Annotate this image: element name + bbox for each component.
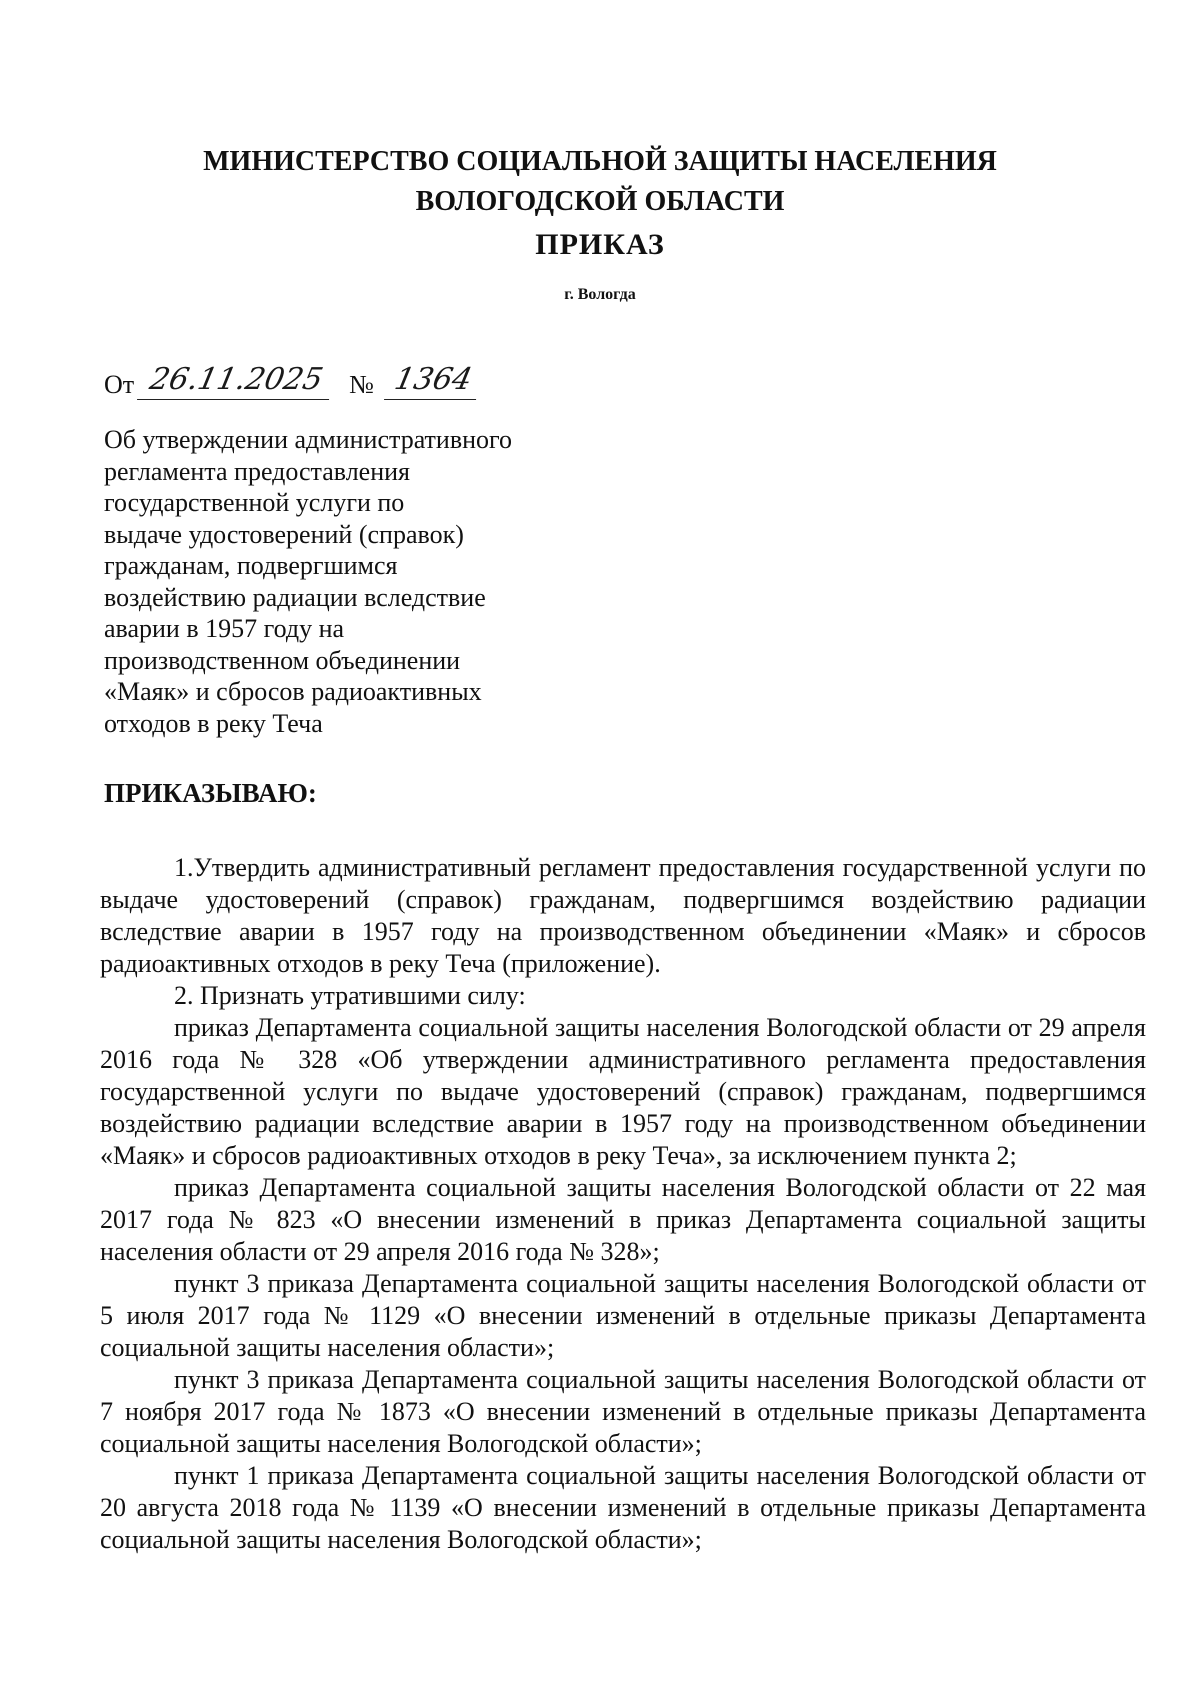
- order-command-heading: ПРИКАЗЫВАЮ:: [104, 778, 317, 808]
- repealed-act: пункт 3 приказа Департамента социальной защиты населения Вологодской области от 7 ноября 2017 года № 1873 «О внесении изменений в отдельные приказы Департамента социальной защиты населения Вологодской области»;: [100, 1365, 1146, 1458]
- order-body: [100, 852, 1146, 1556]
- subject-line: аварии в 1957 году на: [104, 614, 345, 643]
- handwritten-date: 26.11.2025: [137, 362, 337, 400]
- city-label: г. Вологда: [564, 286, 636, 303]
- repealed-act: пункт 3 приказа Департамента социальной защиты населения Вологодской области от 5 июля 2017 года № 1129 «О внесении изменений в отдельные приказы Департамента социальной защиты населения области»;: [100, 1269, 1146, 1362]
- repealed-act: приказ Департамента социальной защиты населения Вологодской области от 22 мая 2017 года № 823 «О внесении изменений в приказ Департамента социальной защиты населения области от 29 апреля 2016 года № 328»;: [100, 1173, 1146, 1266]
- subject-line: отходов в реку Теча: [104, 708, 323, 738]
- repealed-act: приказ Департамента социальной защиты населения Вологодской области от 29 апреля 2016 года № 328 «Об утверждении административного регламента предоставления государственной услуги по выдаче удостоверений (справок) гражданам, подвергшимся воздействию радиации вследствие аварии в 1957 году на производственном объединении «Маяк» и сбросов радиоактивных отходов в реку Теча», за исключением пункта 2;: [100, 1013, 1146, 1170]
- ministry-name: [0, 142, 1200, 222]
- order-item-2: 2. Признать утратившими силу:: [174, 981, 526, 1010]
- subject-line: гражданам, подвергшимся: [104, 551, 398, 580]
- number-label: №: [349, 370, 374, 399]
- repealed-act: пункт 1 приказа Департамента социальной защиты населения Вологодской области от 20 августа 2018 года № 1139 «О внесении изменений в отдельные приказы Департамента социальной защиты населения Вологодской области»;: [100, 1461, 1146, 1554]
- subject-line: регламента предоставления: [104, 456, 411, 486]
- order-date-number-line: [104, 362, 480, 406]
- document-type-title: ПРИКАЗ: [535, 228, 665, 261]
- subject-line: производственном объединении: [104, 645, 461, 675]
- handwritten-number: 1364: [384, 362, 484, 400]
- order-subject: [104, 424, 584, 739]
- subject-line: Об утверждении административного: [104, 425, 513, 454]
- ministry-name-line-1: МИНИСТЕРСТВО СОЦИАЛЬНОЙ ЗАЩИТЫ НАСЕЛЕНИЯ: [203, 146, 997, 177]
- subject-line: «Маяк» и сбросов радиоактивных: [104, 677, 482, 706]
- subject-line: выдаче удостоверений (справок): [104, 519, 464, 549]
- subject-line: воздействию радиации вследствие: [104, 582, 486, 612]
- subject-line: государственной услуги по: [104, 488, 405, 517]
- ministry-name-line-2: ВОЛОГОДСКОЙ ОБЛАСТИ: [415, 186, 785, 217]
- order-item-1: 1.Утвердить административный регламент предоставления государственной услуги по выдаче удостоверений (справок) гражданам, подвергшимся воздействию радиации вследствие аварии в 1957 году на производственном объединении «Маяк» и сбросов радиоактивных отходов в реку Теча (приложение).: [100, 853, 1146, 978]
- date-label: От: [104, 370, 135, 399]
